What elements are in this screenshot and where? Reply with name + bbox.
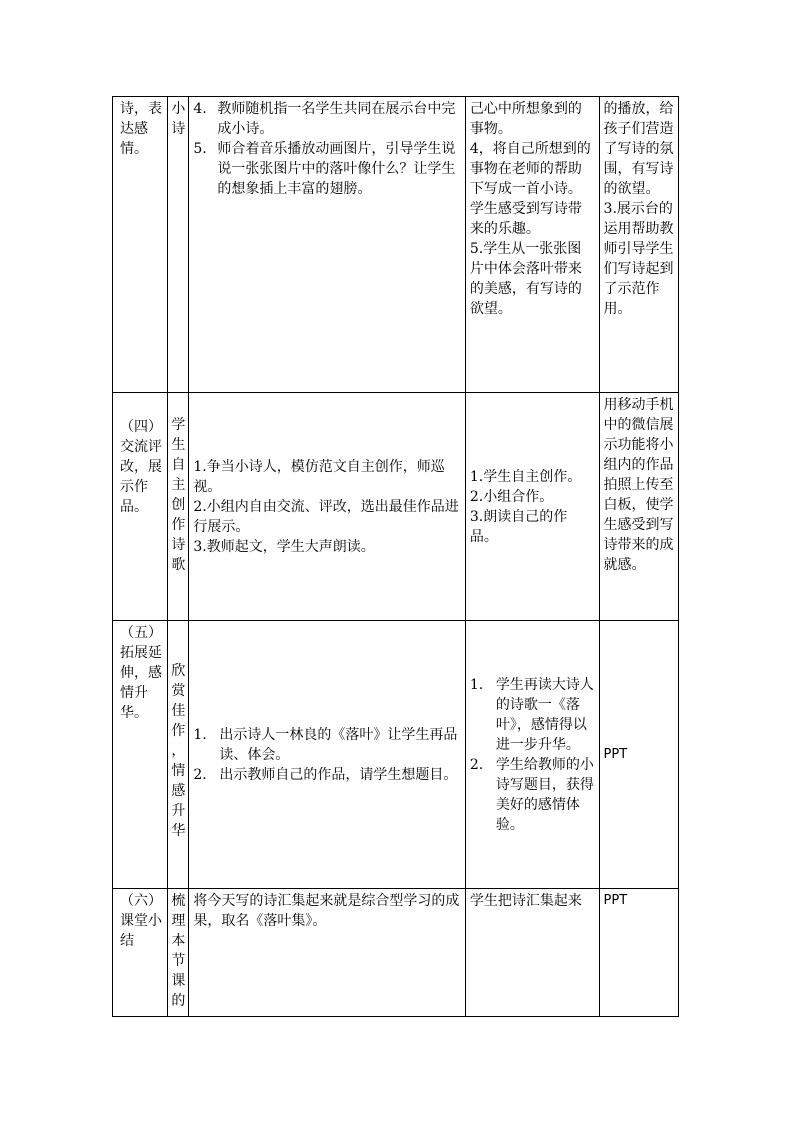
teacher-text: 将今天写的诗汇集起来就是综合型学习的成果，取名《落叶集》。 [193, 893, 460, 929]
label-char: 作 [171, 517, 186, 533]
student-activity-cell [465, 621, 599, 889]
note-text: 用移动手机中的微信展示功能将小组内的作品拍照上传至白板，使学生感受到写诗带来的成就感。 [603, 397, 674, 573]
teacher-text: 3.教师起文，学生大声朗读。 [193, 538, 375, 555]
item-text: 出示教师自己的作品，请学生想题目。 [219, 766, 458, 783]
label-char: 学 [171, 417, 186, 433]
list-item [193, 139, 460, 199]
stage-cell [113, 393, 168, 621]
label-char: 诗 [171, 121, 186, 137]
label-char: 佳 [171, 703, 186, 719]
list-item [470, 755, 595, 835]
item-number: 2. [193, 766, 207, 783]
label-char: 升 [171, 803, 186, 819]
label-char: 节 [171, 953, 186, 969]
label-char: 课 [171, 973, 186, 989]
teacher-text: 2.小组内自由交流、评改，选出最佳作品进行展示。 [193, 498, 459, 535]
teacher-activity-cell [189, 621, 465, 889]
activity-label-cell [168, 889, 189, 1017]
student-activity-cell [465, 97, 599, 393]
item-number: 5. [193, 141, 207, 157]
item-number: 1. [193, 726, 207, 743]
label-char: 主 [171, 477, 186, 493]
label-char: 感 [171, 783, 186, 799]
lesson-plan-table [112, 96, 679, 1017]
teacher-text: 1.争当小诗人，模仿范文自主创作，师巡视。 [193, 458, 445, 495]
item-number: 4. [193, 101, 207, 117]
stage-cell [113, 889, 168, 1017]
stage-text: （六）课堂小结 [120, 893, 162, 949]
student-text: 3.朗读自己的作品。 [469, 508, 568, 545]
label-char: 华 [171, 823, 186, 839]
table-row [113, 97, 679, 393]
teacher-activity-cell [189, 889, 465, 1017]
label-char: 本 [171, 933, 186, 949]
teacher-activity-cell [189, 97, 465, 393]
item-number: 2. [469, 756, 484, 773]
table-row [113, 393, 679, 621]
item-text: 出示诗人一林良的《落叶》让学生再品读、体会。 [219, 726, 458, 763]
stage-cell [113, 97, 168, 393]
label-char: 理 [171, 913, 186, 929]
item-text: 学生给教师的小诗写题目，获得美好的感情体验。 [495, 756, 594, 833]
note-text: 3.展示台的运用帮助教师引导学生们写诗起到了示范作用。 [603, 201, 674, 317]
item-number: 1. [469, 676, 484, 693]
table-row [113, 889, 679, 1017]
list-item [193, 725, 460, 765]
note-text: PPT [603, 893, 628, 908]
note-text: PPT [603, 746, 628, 762]
list-item [193, 765, 460, 785]
activity-label-cell [168, 97, 189, 393]
label-char: 情 [171, 763, 186, 779]
label-char: 小 [171, 101, 186, 117]
student-text: 5.学生从一张张图片中体会落叶带来的美感，有写诗的欲望。 [469, 241, 582, 317]
stage-text: 诗，表达感情。 [120, 101, 162, 157]
label-char: 创 [171, 497, 186, 513]
label-char: 欣 [171, 663, 186, 679]
item-text: 教师随机指一名学生共同在展示台中完成小诗。 [217, 101, 456, 137]
table-row [113, 621, 679, 889]
teacher-activity-cell [189, 393, 465, 621]
student-text: 2.小组合作。 [469, 488, 554, 505]
item-text: 师合着音乐播放动画图片，引导学生说说一张张图片中的落叶像什么？让学生的想象插上丰富的翅膀。 [217, 141, 456, 197]
student-text: 己心中所想象到的事物。 [469, 101, 582, 137]
student-text: 学生把诗汇集起来 [469, 893, 582, 909]
student-text: 1.学生自主创作。 [469, 468, 582, 485]
label-char: 诗 [171, 537, 186, 553]
student-text: 4，将自己所想到的事物在老师的帮助下写成一首小诗。学生感受到写诗带来的乐趣。 [469, 141, 591, 237]
stage-cell [113, 621, 168, 889]
label-char: 作 [171, 723, 186, 739]
label-char: ， [171, 743, 186, 759]
activity-label-cell [168, 393, 189, 621]
label-char: 生 [171, 437, 186, 453]
label-char: 自 [171, 457, 186, 473]
design-notes-cell [599, 889, 678, 1017]
label-char: 赏 [171, 683, 186, 699]
label-char: 的 [171, 993, 186, 1009]
design-notes-cell [599, 393, 678, 621]
student-activity-cell [465, 889, 599, 1017]
list-item [470, 675, 595, 755]
design-notes-cell [599, 621, 678, 889]
note-text: 的播放，给孩子们营造了写诗的氛围，有写诗的欲望。 [603, 101, 674, 197]
label-char: 梳 [171, 893, 186, 909]
student-activity-cell [465, 393, 599, 621]
design-notes-cell [599, 97, 678, 393]
list-item [193, 99, 460, 139]
activity-label-cell [168, 621, 189, 889]
label-char: 歌 [171, 557, 186, 573]
stage-text: （四）交流评改，展示作品。 [120, 419, 162, 515]
item-text: 学生再读大诗人的诗歌一《落叶》，感情得以进一步升华。 [495, 676, 594, 753]
stage-text: （五）拓展延伸，感情升华。 [120, 625, 162, 721]
